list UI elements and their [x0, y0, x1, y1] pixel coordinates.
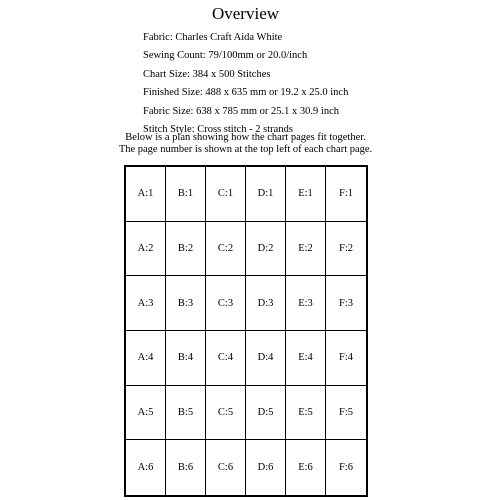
- stitch-style-line: Stitch Style: Cross stitch - 2 strands: [143, 123, 293, 135]
- page-cell: A:2: [126, 222, 166, 277]
- plan-intro: [0, 132, 491, 157]
- page-cell: D:6: [246, 440, 286, 495]
- page-cell: B:1: [166, 167, 206, 222]
- page-cell: E:6: [286, 440, 326, 495]
- page-cell: E:1: [286, 167, 326, 222]
- page-cell: D:3: [246, 276, 286, 331]
- page-cell: A:6: [126, 440, 166, 495]
- page-cell: E:4: [286, 331, 326, 386]
- page-cell: D:1: [246, 167, 286, 222]
- page-cell: A:3: [126, 276, 166, 331]
- page-title: Overview: [211, 4, 280, 23]
- page-cell: A:5: [126, 386, 166, 441]
- page-cell: E:5: [286, 386, 326, 441]
- page-cell: D:4: [246, 331, 286, 386]
- page-plan-grid: [124, 165, 368, 497]
- page-cell: F:2: [326, 222, 366, 277]
- page-cell: A:1: [126, 167, 166, 222]
- chart-details: [143, 29, 348, 139]
- page-cell: F:6: [338, 462, 353, 474]
- page-cell: F:3: [326, 276, 366, 331]
- page-cell: C:3: [206, 276, 246, 331]
- page-cell: B:4: [166, 331, 206, 386]
- intro-line-2: The page number is shown at the top left of each chart page.: [118, 144, 373, 156]
- chart-size-line: Chart Size: 384 x 500 Stitches: [143, 68, 271, 80]
- page-cell: F:4: [326, 331, 366, 386]
- page-cell: D:2: [246, 222, 286, 277]
- page-cell: B:3: [166, 276, 206, 331]
- page-cell: B:2: [166, 222, 206, 277]
- page-cell: C:2: [206, 222, 246, 277]
- page-cell: C:4: [206, 331, 246, 386]
- finished-size-line: Finished Size: 488 x 635 mm or 19.2 x 25.0 inch: [143, 87, 349, 99]
- page-cell: F:1: [326, 167, 366, 222]
- page-cell: B:6: [166, 440, 206, 495]
- page-cell: B:5: [166, 386, 206, 441]
- page-cell: F:5: [326, 386, 366, 441]
- page-cell: C:1: [206, 167, 246, 222]
- fabric-line: Fabric: Charles Craft Aida White: [143, 32, 283, 43]
- page-cell: D:5: [246, 386, 286, 441]
- page-cell: A:4: [126, 331, 166, 386]
- page-cell: E:3: [286, 276, 326, 331]
- sewing-count-line: Sewing Count: 79/100mm or 20.0/inch: [143, 50, 308, 62]
- page-cell: C:6: [206, 440, 246, 495]
- page-cell: E:2: [286, 222, 326, 277]
- intro-line-1: Below is a plan showing how the chart pages fit together.: [125, 132, 366, 143]
- page-cell: C:5: [206, 386, 246, 441]
- fabric-size-line: Fabric Size: 638 x 785 mm or 25.1 x 30.9 inch: [143, 105, 339, 117]
